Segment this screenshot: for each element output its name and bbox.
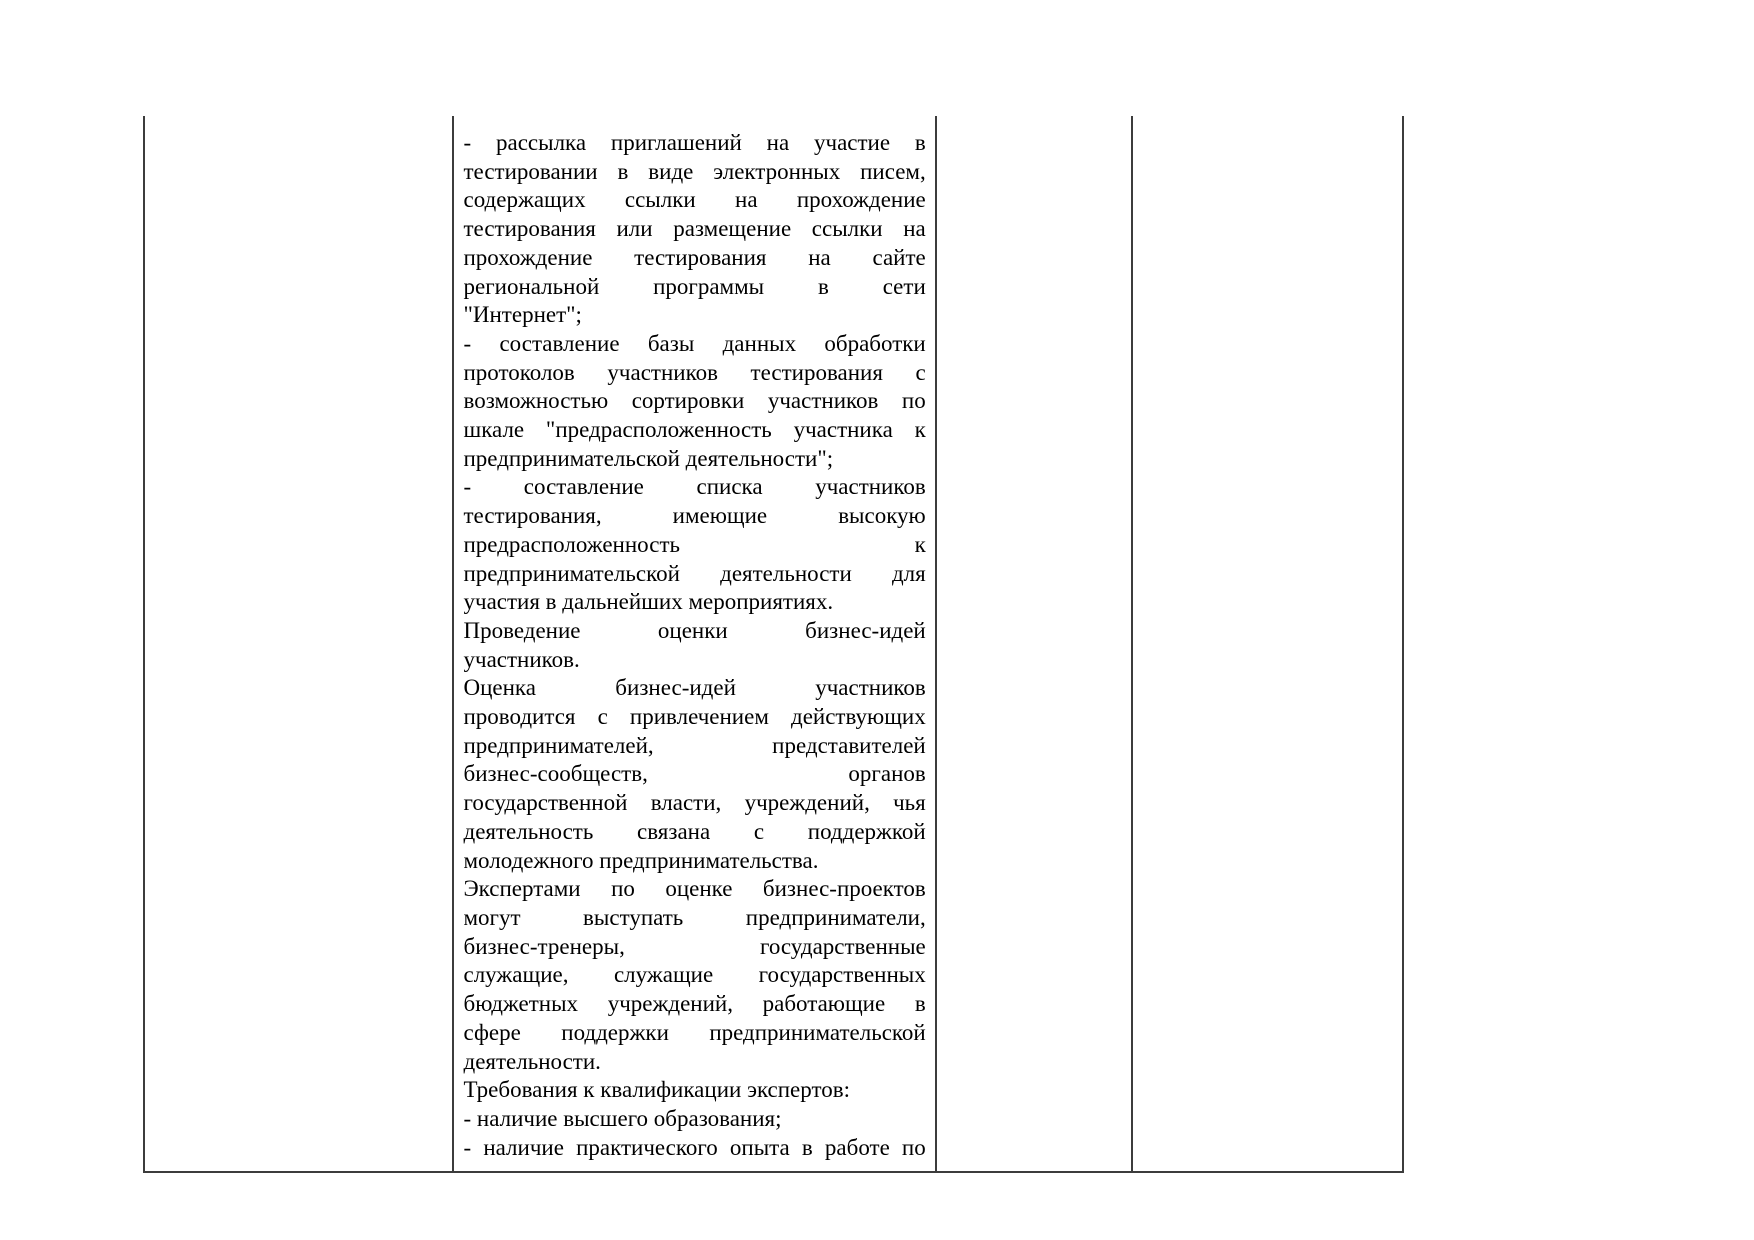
text-line: - составление базы данных обработки [463, 330, 926, 356]
text-line: бизнес-тренеры, государственные [463, 933, 926, 959]
text-line: бюджетных учреждений, работающие в [463, 991, 926, 1017]
text-line: тестирования или размещение ссылки на [463, 216, 926, 242]
text-line: бизнес-сообществ, органов [463, 761, 926, 787]
text-line: протоколов участников тестирования с [463, 359, 926, 385]
text-line: предпринимателей, представителей [463, 732, 926, 758]
text-line: возможностью сортировки участников по [463, 388, 926, 414]
text-line: участников. [463, 646, 580, 672]
text-line: Требования к квалификации экспертов: [463, 1077, 850, 1103]
text-line: молодежного предпринимательства. [463, 847, 819, 873]
text-line: тестирования, имеющие высокую [463, 503, 926, 529]
text-line: Оценка бизнес-идей участников [463, 675, 926, 701]
table-column-1 [145, 116, 454, 1171]
text-line: тестировании в виде электронных писем, [463, 158, 926, 184]
text-line: - составление списка участников [463, 474, 926, 500]
text-line: участия в дальнейших мероприятиях. [463, 589, 834, 615]
text-line: деятельности. [463, 1048, 601, 1074]
table-cell-text [464, 129, 926, 1162]
text-line: шкале "предрасположенность участника к [463, 417, 926, 443]
text-line: Экспертами по оценке бизнес-проектов [463, 876, 926, 902]
text-line: предрасположенность к [463, 531, 926, 557]
text-line: - рассылка приглашений на участие в [463, 130, 926, 155]
text-line: могут выступать предприниматели, [463, 904, 926, 930]
text-line: сфере поддержки предпринимательской [463, 1019, 926, 1045]
text-line: служащие, служащие государственных [463, 962, 926, 988]
table-column-2 [454, 116, 937, 1171]
document-table [143, 116, 1404, 1173]
text-line: содержащих ссылки на прохождение [463, 187, 926, 213]
text-line: государственной власти, учреждений, чья [463, 790, 926, 816]
text-line: - наличие практического опыта в работе по [463, 1134, 926, 1160]
text-line: деятельность связана с поддержкой [463, 818, 926, 844]
text-line: прохождение тестирования на сайте [463, 244, 926, 270]
table-column-4 [1133, 116, 1404, 1171]
text-line: - наличие высшего образования; [463, 1105, 782, 1131]
table-column-3 [937, 116, 1134, 1171]
text-line: предпринимательской деятельности для [463, 560, 926, 586]
text-line: проводится с привлечением действующих [463, 704, 926, 730]
text-line: предпринимательской деятельности"; [463, 445, 834, 471]
text-line: "Интернет"; [463, 302, 582, 328]
text-line: региональной программы в сети [463, 273, 926, 299]
text-line: Проведение оценки бизнес-идей [463, 617, 926, 643]
